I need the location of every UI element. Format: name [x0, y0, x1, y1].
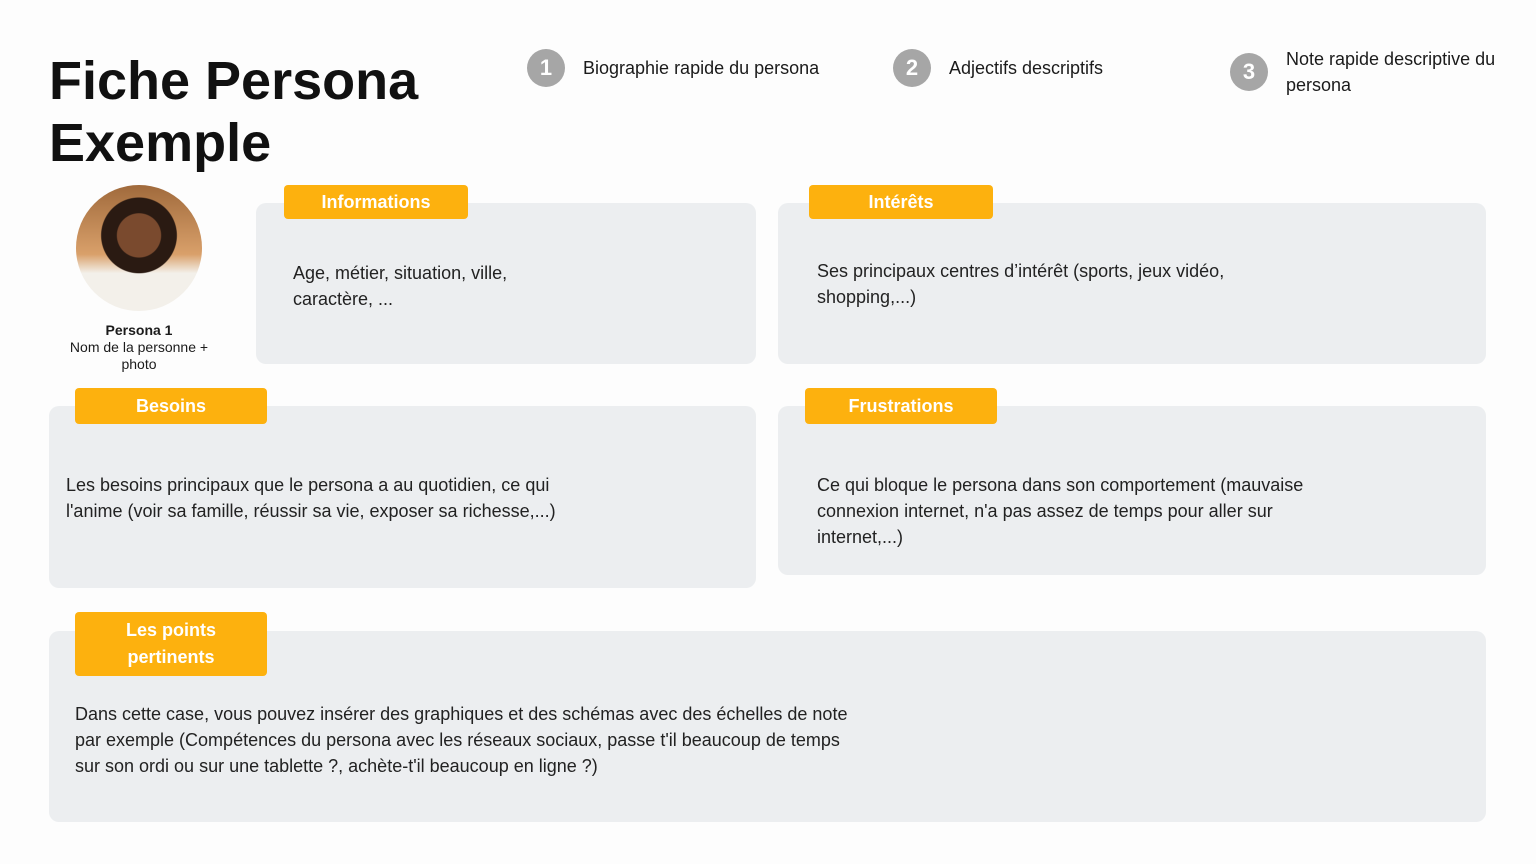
persona-photo	[76, 185, 202, 311]
step-label: Note rapide descriptive du persona	[1286, 49, 1496, 95]
besoins-label: Besoins	[75, 388, 267, 424]
step-number-badge: 2	[893, 49, 931, 87]
persona-name: Persona 1	[105, 322, 173, 338]
besoins-text: Les besoins principaux que le persona a au quotidien, ce qui l'anime (voir sa famille, réussir sa vie, exposer sa richesse,...)	[66, 475, 556, 521]
informations-text: Age, métier, situation, ville, caractère, ...	[293, 263, 508, 309]
frustrations-text: Ce qui bloque le persona dans son comportement (mauvaise connexion internet, n'a pas assez de temps pour aller sur internet,...)	[817, 475, 1304, 547]
step-label: Biographie rapide du persona	[583, 58, 820, 78]
interets-text: Ses principaux centres d’intérêt (sports, jeux vidéo, shopping,...)	[817, 261, 1225, 307]
frustrations-label: Frustrations	[805, 388, 997, 424]
persona-caption-text: Nom de la personne + photo	[69, 339, 209, 372]
page-title: Fiche Persona Exemple	[49, 51, 419, 173]
persona-caption	[60, 322, 218, 373]
step-1	[527, 49, 819, 87]
points-pertinents-text: Dans cette case, vous pouvez insérer des graphiques et des schémas avec des échelles de note par exemple (Compétences du persona avec les réseaux sociaux, passe t'il beaucoup de temps sur son ordi ou sur une tablette ?, achète-t'il beaucoup en ligne ?)	[75, 704, 848, 776]
step-3	[1230, 46, 1496, 98]
step-label: Adjectifs descriptifs	[949, 58, 1104, 78]
step-number-badge: 3	[1230, 53, 1268, 91]
interets-label: Intérêts	[809, 185, 993, 219]
points-pertinents-label: Les points pertinents	[75, 612, 267, 676]
step-number-badge: 1	[527, 49, 565, 87]
step-2	[893, 49, 1103, 87]
informations-label: Informations	[284, 185, 468, 219]
